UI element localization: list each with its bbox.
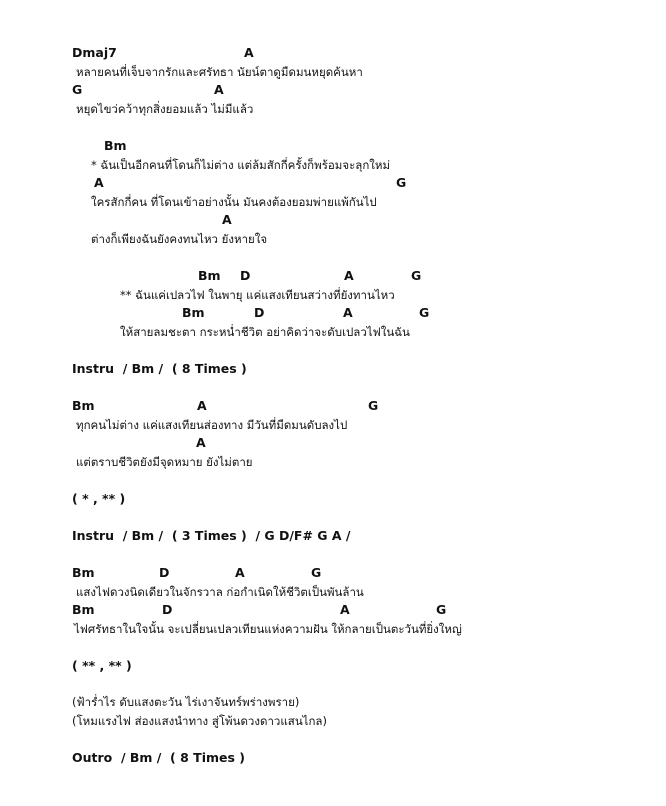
chord-bm: Bm xyxy=(198,268,221,283)
chord-g: G xyxy=(311,565,322,580)
chord-a: A xyxy=(197,398,207,413)
chord-a: A xyxy=(94,175,104,190)
lyric-line: แต่ตราบชีวิตยังมีจุดหมาย ยังไม่ตาย xyxy=(76,455,253,469)
lyric-line: ใครสักกี่คน ที่โดนเข้าอย่างนั้น มันคงต้องยอมพ่ายแพ้กันไป xyxy=(91,195,377,209)
chord-dmaj7: Dmaj7 xyxy=(72,45,117,60)
chord-bm: Bm xyxy=(72,398,95,413)
chord-bm: Bm xyxy=(72,565,95,580)
repeat-marker: ( * , ** ) xyxy=(72,491,126,506)
chord-g: G xyxy=(411,268,422,283)
chord-a: A xyxy=(214,82,224,97)
chord-d: D xyxy=(254,305,265,320)
chord-g: G xyxy=(419,305,430,320)
chord-bm: Bm xyxy=(104,138,127,153)
outro-line: Outro / Bm / ( 8 Times ) xyxy=(72,750,245,765)
note-line: (โหมแรงไฟ ส่องแสงนำทาง สู่โพ้นดวงดาวแสนไกล) xyxy=(72,714,327,728)
lyric-line: * ฉันเป็นอีกคนที่โดนก็ไม่ต่าง แต่ล้มสักกี่ครั้งก็พร้อมจะลุกใหม่ xyxy=(91,158,391,172)
lyric-line: ** ฉันแค่เปลวไฟ ในพายุ แค่แสงเทียนสว่างที่ยังทานไหว xyxy=(120,288,395,302)
chord-g: G xyxy=(368,398,379,413)
instrumental-line: Instru / Bm / ( 8 Times ) xyxy=(72,361,247,376)
chord-bm: Bm xyxy=(182,305,205,320)
lyric-line: ให้สายลมชะตา กระหน่ำชีวิต อย่าคิดว่าจะดับเปลวไฟในฉัน xyxy=(120,325,410,339)
lyric-line: หลายคนที่เจ็บจากรักและศรัทธา นัยน์ตาดูมืดมนหยุดค้นหา xyxy=(76,65,363,79)
chord-g: G xyxy=(72,82,83,97)
chord-a: A xyxy=(244,45,254,60)
instrumental-line: Instru / Bm / ( 3 Times ) / G D/F# G A / xyxy=(72,528,351,543)
repeat-marker: ( ** , ** ) xyxy=(72,658,132,673)
chord-a: A xyxy=(235,565,245,580)
chord-g: G xyxy=(396,175,407,190)
chord-bm: Bm xyxy=(72,602,95,617)
lyric-line: ไฟศรัทธาในใจนั้น จะเปลี่ยนเปลวเทียนแห่งความฝัน ให้กลายเป็นตะวันที่ยิ่งใหญ่ xyxy=(74,622,462,636)
chord-a: A xyxy=(340,602,350,617)
lyric-line: ทุกคนไม่ต่าง แค่แสงเทียนส่องทาง มีวันที่มืดมนดับลงไป xyxy=(76,418,348,432)
note-line: (ฟ้าร่ำไร ดับแสงตะวัน ไร่เงาจันทร์พร่างพราย) xyxy=(72,695,300,709)
chord-a: A xyxy=(196,435,206,450)
chord-d: D xyxy=(240,268,251,283)
chord-a: A xyxy=(344,268,354,283)
lyric-line: แสงไฟดวงนิดเดียวในจักรวาล ก่อกำเนิดให้ชีวิตเป็นพันล้าน xyxy=(76,585,364,599)
lyric-line: ต่างก็เพียงฉันยังคงทนไหว ยังหายใจ xyxy=(91,232,268,246)
chord-g: G xyxy=(436,602,447,617)
chord-a: A xyxy=(343,305,353,320)
chord-d: D xyxy=(162,602,173,617)
lyric-line: หยุดไขว่คว้าทุกสิ่งยอมแล้ว ไม่มีแล้ว xyxy=(76,102,254,116)
chord-a: A xyxy=(222,212,232,227)
chord-d: D xyxy=(159,565,170,580)
